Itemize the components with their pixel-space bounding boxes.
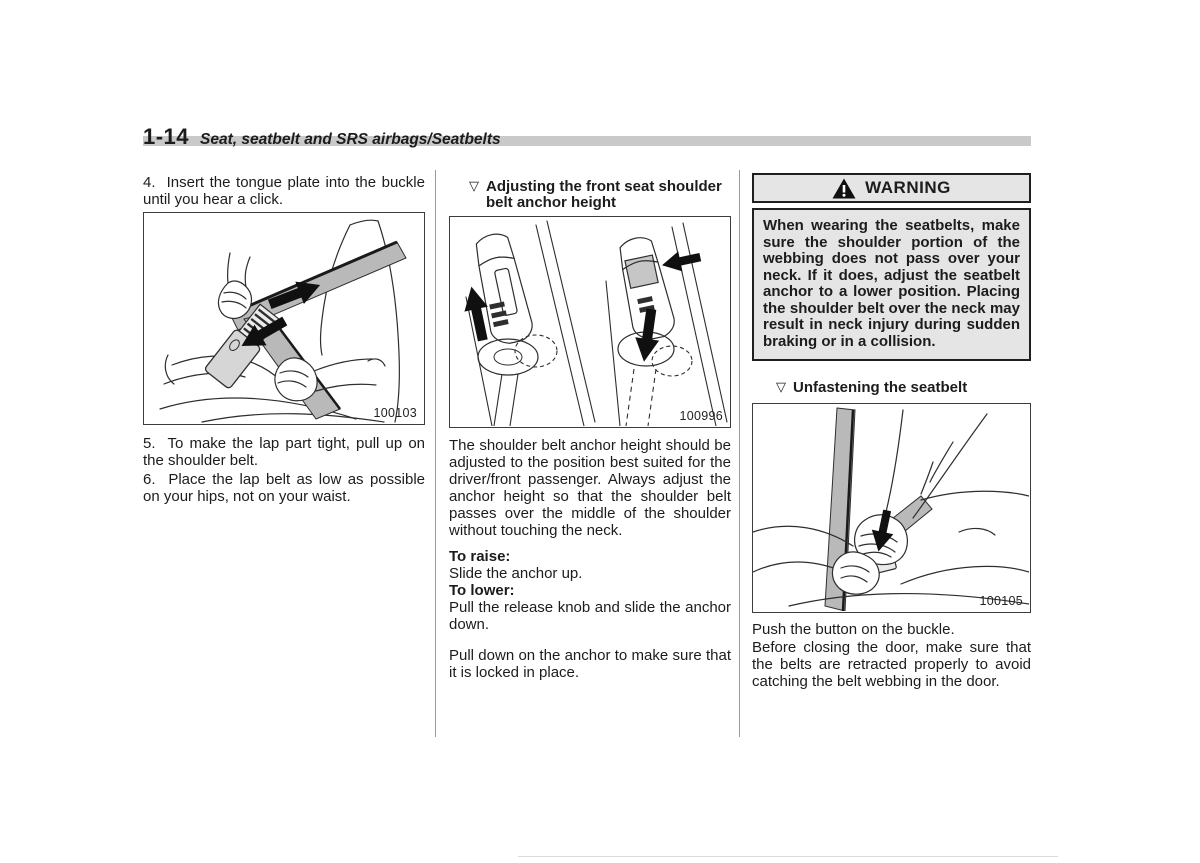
warning-icon — [832, 178, 856, 199]
scan-edge-artifact — [518, 856, 1058, 857]
page-number: 1-14 — [143, 124, 190, 149]
figure-label: 100105 — [979, 594, 1023, 608]
anchor-check-paragraph: Pull down on the anchor to make sure that it is locked in place. — [449, 647, 731, 681]
to-raise-label: To raise: — [449, 548, 511, 565]
buckle-insert-illustration — [144, 213, 423, 423]
anchor-height-paragraph: The shoulder belt anchor height should be adjusted to the position best suited for the driver/front passenger. Always adjust the anchor height so that the shoulder belt passes over the middle of the shoulder without touching the neck. — [449, 437, 731, 539]
warning-title: WARNING — [865, 178, 951, 197]
step-6-text: 6. Place the lap belt as low as possible on your hips, not on your waist. — [143, 471, 425, 505]
section-heading-anchor-height — [469, 179, 731, 211]
step-4-text: 4. Insert the tongue plate into the buckle until you hear a click. — [143, 174, 425, 208]
anchor-adjust-illustration — [450, 217, 729, 426]
figure-anchor-adjust — [449, 216, 731, 428]
figure-unfasten — [752, 403, 1031, 613]
triangle-down-icon: ▽ — [469, 179, 479, 194]
to-raise-text: Slide the anchor up. — [449, 565, 583, 582]
section-heading-label: Unfastening the seatbelt — [793, 379, 968, 396]
figure-label: 100103 — [373, 406, 417, 420]
triangle-down-icon: ▽ — [776, 380, 786, 395]
unfasten-illustration — [753, 404, 1029, 611]
figure-label: 100996 — [679, 409, 723, 423]
lower-arrow — [632, 308, 663, 364]
section-heading-unfasten — [776, 380, 1031, 396]
to-lower-text: Pull the release knob and slide the anchor down. — [449, 599, 731, 633]
figure-buckle-insert — [143, 212, 425, 425]
column-divider — [435, 170, 436, 737]
to-lower-label: To lower: — [449, 582, 515, 599]
column-left — [143, 174, 425, 505]
column-middle — [449, 179, 731, 681]
column-right — [752, 173, 1031, 690]
section-heading-label: Adjusting the front seat shoulder belt anchor height — [486, 178, 722, 211]
step-5-text: 5. To make the lap part tight, pull up on the shoulder belt. — [143, 435, 425, 469]
before-closing-text: Before closing the door, make sure that the belts are retracted properly to avoid catching the belt webbing in the door. — [752, 639, 1031, 690]
push-button-text: Push the button on the buckle. — [752, 621, 955, 638]
warning-body: When wearing the seatbelts, make sure the shoulder portion of the webbing does not pass over your neck. If it does, adjust the seatbelt anchor to a lower position. Placing the shoulder belt over the neck may result in neck injury during sudden braking or in a collision. — [752, 208, 1031, 361]
page-header-title: Seat, seatbelt and SRS airbags/Seatbelts — [200, 131, 501, 148]
warning-title-bar — [752, 173, 1031, 203]
column-divider — [739, 170, 740, 737]
